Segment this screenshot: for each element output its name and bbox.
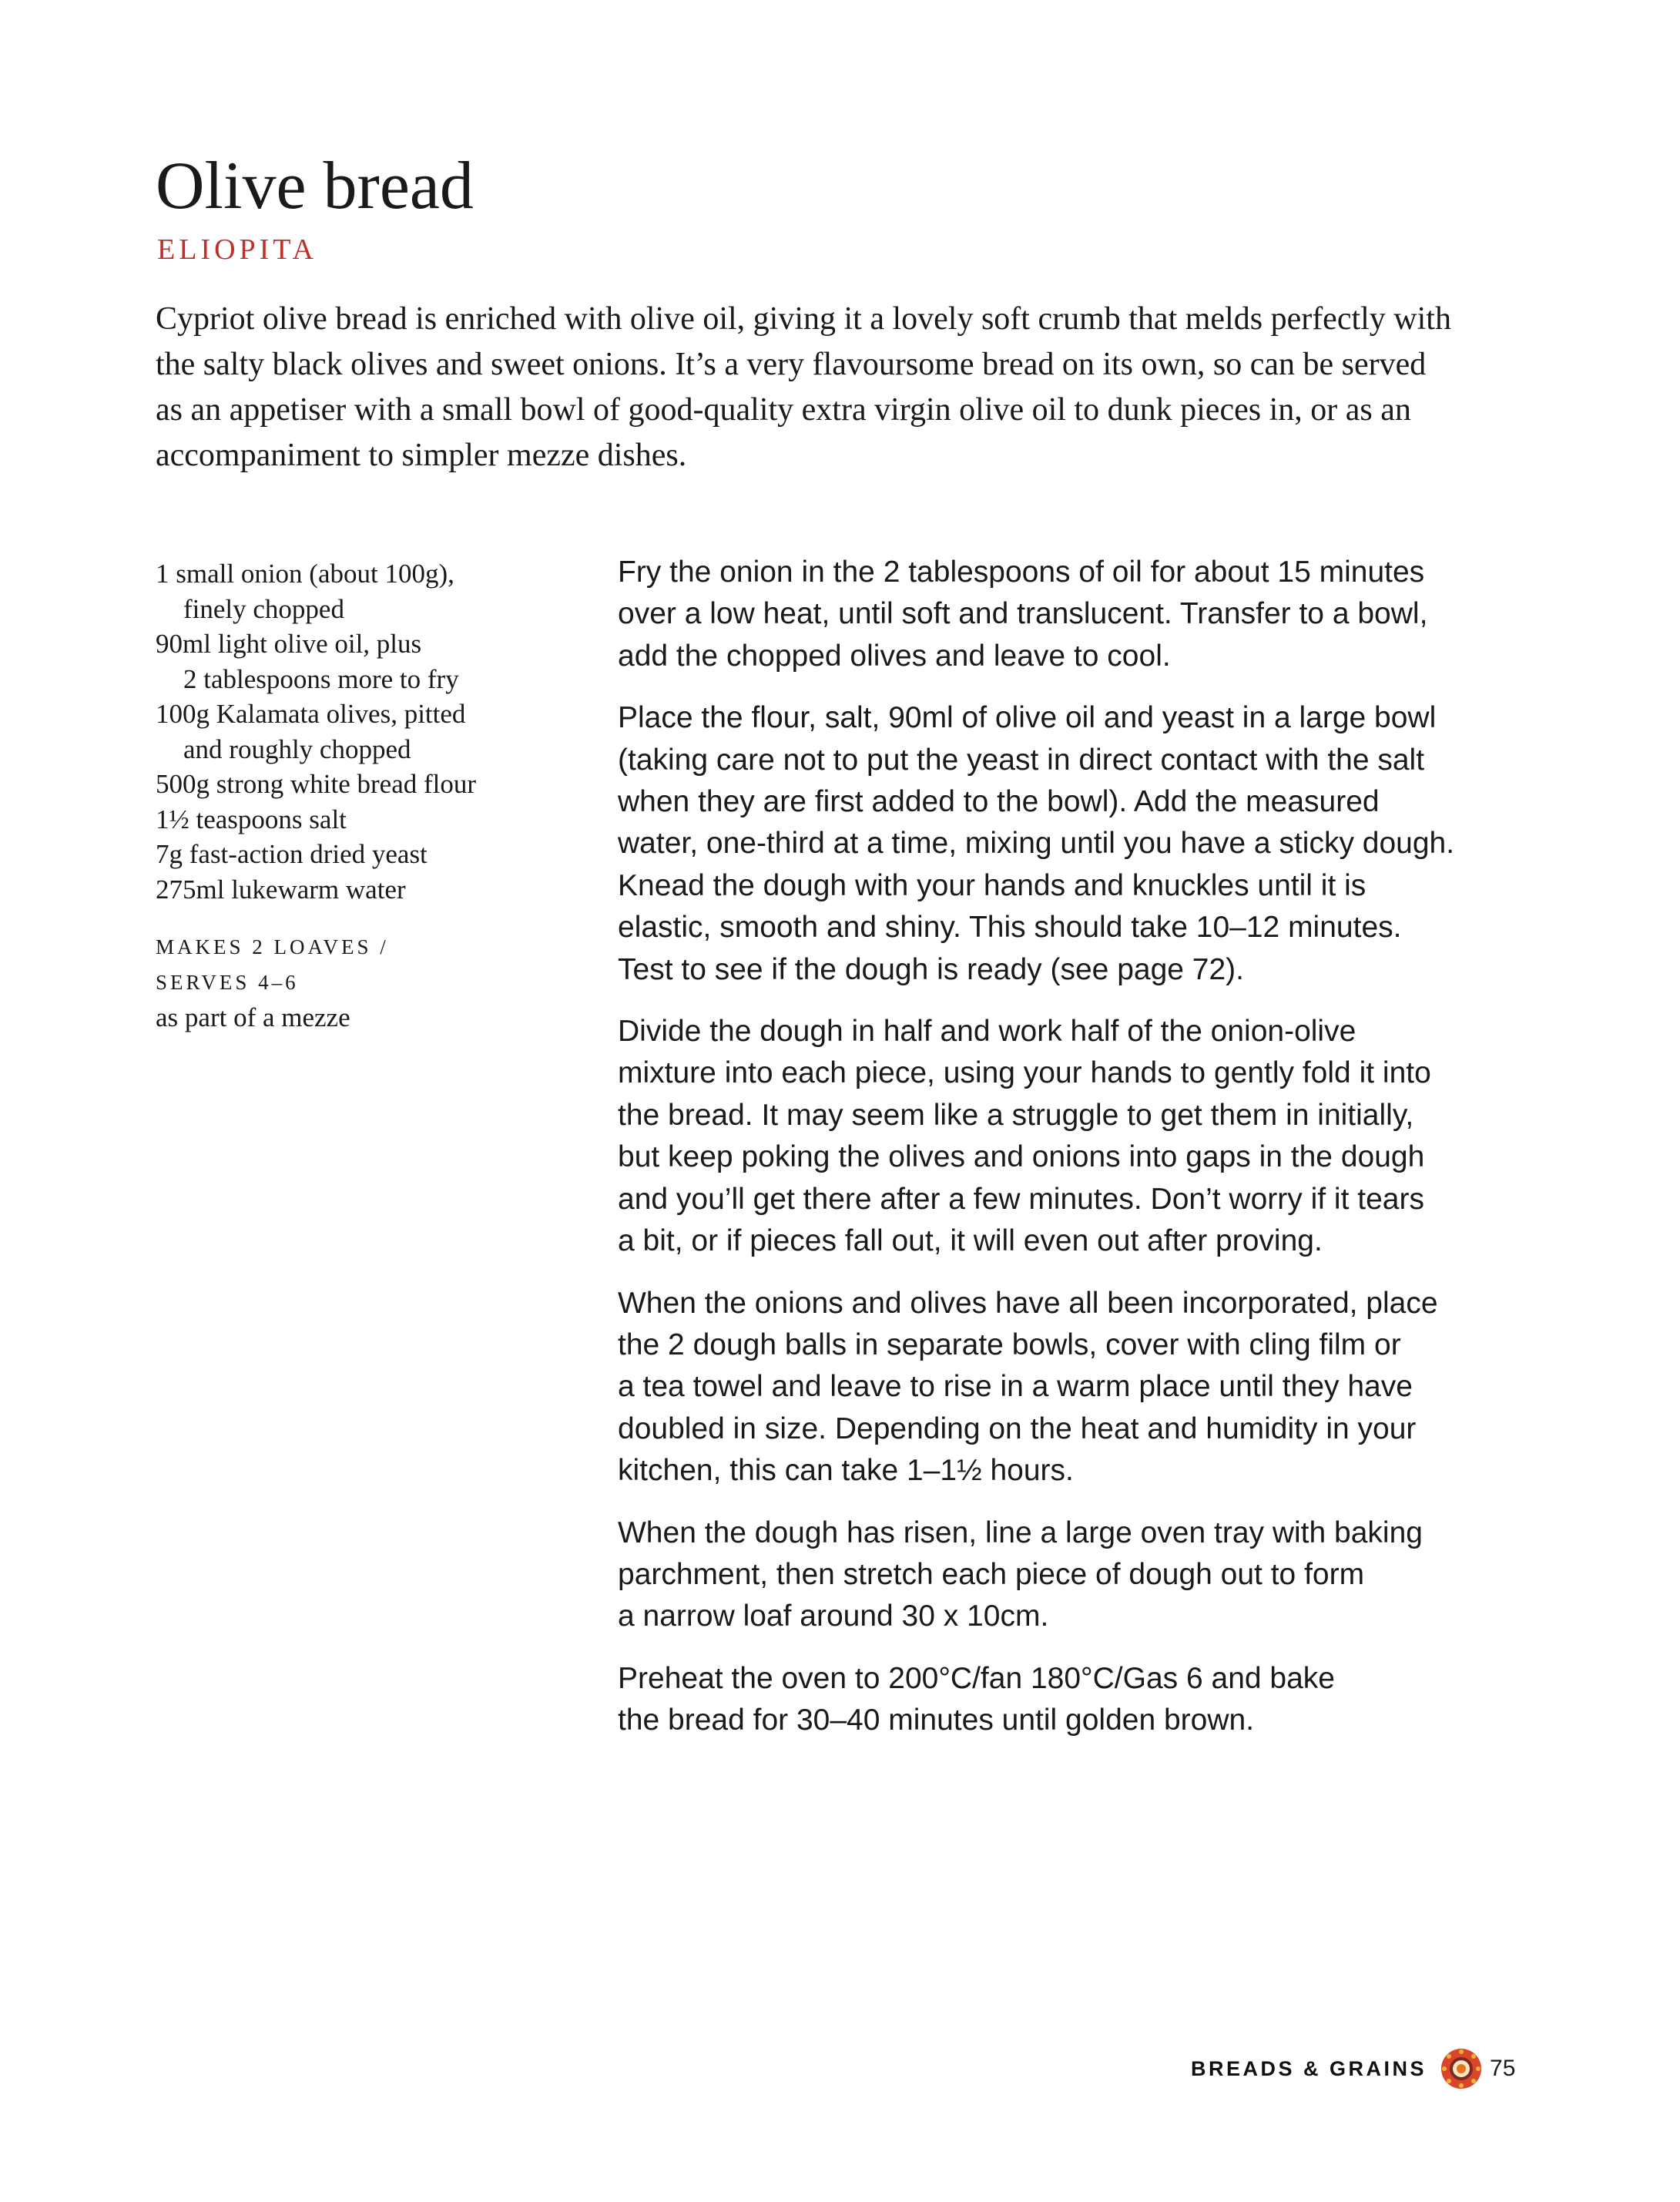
recipe-yield [156, 930, 389, 1036]
page-number: 75 [1490, 2056, 1516, 2081]
method-step [618, 697, 1454, 991]
ingredient-item [156, 872, 476, 908]
method-line: Knead the dough with your hands and knuckles until it is [618, 868, 1366, 902]
ingredient-item [156, 802, 476, 837]
ingredient-text-continued: and roughly chopped [183, 733, 411, 764]
method-line: kitchen, this can take 1–1½ hours. [618, 1454, 1074, 1488]
intro-line: the salty black olives and sweet onions. It’s a very flavoursome bread on its own, so can be served [156, 347, 1427, 382]
ornament-icon [1440, 2048, 1482, 2090]
ingredient-text: 1 small onion (about 100g), [156, 559, 454, 589]
ingredient-text: 1½ teaspoons salt [156, 804, 347, 834]
method-line: elastic, smooth and shiny. This should take 10–12 minutes. [618, 911, 1402, 945]
method-step [618, 1011, 1454, 1262]
method-line: Preheat the oven to 200°C/fan 180°C/Gas 6 and bake [618, 1661, 1335, 1695]
ingredient-text: 275ml lukewarm water [156, 874, 406, 905]
method-line: water, one-third at a time, mixing until you have a sticky dough. [618, 827, 1455, 861]
ingredient-item [156, 697, 476, 767]
ingredient-item [156, 837, 476, 872]
method-line: doubled in size. Depending on the heat and humidity in your [618, 1411, 1417, 1445]
method-line: the bread for 30–40 minutes until golden brown. [618, 1704, 1255, 1737]
recipe-subtitle: ELIOPITA [157, 233, 317, 266]
ingredient-item [156, 767, 476, 802]
intro-line: accompaniment to simpler mezze dishes. [156, 438, 687, 473]
recipe-intro [156, 297, 1511, 478]
intro-line: Cypriot olive bread is enriched with olive oil, giving it a lovely soft crumb that melds perfectly with [156, 301, 1451, 337]
ingredient-text-continued: 2 tablespoons more to fry [183, 663, 459, 694]
ingredient-text: 90ml light olive oil, plus [156, 629, 422, 659]
ingredient-item [156, 626, 476, 697]
method-line: mixture into each piece, using your hands to gently fold it into [618, 1056, 1431, 1090]
ingredient-text: 7g fast-action dried yeast [156, 839, 428, 869]
method-line: and you’ll get there after a few minutes. Don’t worry if it tears [618, 1182, 1424, 1216]
method-line: Divide the dough in half and work half of the onion-olive [618, 1015, 1356, 1049]
ingredient-text: 100g Kalamata olives, pitted [156, 699, 466, 729]
method-line: Test to see if the dough is ready (see page 72). [618, 952, 1245, 986]
method-line: the bread. It may seem like a struggle to get them in initially, [618, 1098, 1414, 1132]
recipe-title: Olive bread [156, 149, 474, 223]
serves-label: SERVES 4–6 [156, 970, 299, 994]
method-line: a narrow loaf around 30 x 10cm. [618, 1599, 1049, 1633]
method-line: parchment, then stretch each piece of dough out to form [618, 1557, 1365, 1591]
section-name: BREADS & GRAINS [1191, 2056, 1427, 2080]
method-line: a tea towel and leave to rise in a warm place until they have [618, 1370, 1413, 1404]
ingredient-item [156, 556, 476, 626]
method-line: add the chopped olives and leave to cool. [618, 639, 1171, 673]
ingredients-list [156, 556, 476, 907]
method-line: but keep poking the olives and onions into gaps in the dough [618, 1140, 1425, 1174]
intro-line: as an appetiser with a small bowl of good-quality extra virgin olive oil to dunk pieces in, or as an [156, 392, 1411, 428]
makes-label: MAKES 2 LOAVES / [156, 935, 389, 958]
ingredient-text: 500g strong white bread flour [156, 769, 477, 799]
method-line: When the onions and olives have all been incorporated, place [618, 1286, 1438, 1320]
method-step [618, 1512, 1454, 1638]
method-line: when they are first added to the bowl). Add the measured [618, 785, 1380, 819]
method-steps [618, 552, 1454, 1762]
method-step [618, 1283, 1454, 1492]
method-line: Place the flour, salt, 90ml of olive oil and yeast in a large bowl [618, 701, 1437, 735]
ingredient-text-continued: finely chopped [183, 593, 344, 624]
method-line: over a low heat, until soft and translucent. Transfer to a bowl, [618, 597, 1428, 631]
method-line: Fry the onion in the 2 tablespoons of oil for about 15 minutes [618, 556, 1425, 589]
method-line: When the dough has risen, line a large oven tray with baking [618, 1516, 1423, 1549]
method-line: the 2 dough balls in separate bowls, cover with cling film or [618, 1328, 1401, 1361]
method-line: (taking care not to put the yeast in direct contact with the salt [618, 743, 1425, 777]
method-step [618, 1658, 1454, 1742]
page-footer [1191, 2049, 1515, 2088]
method-step [618, 552, 1454, 677]
method-line: a bit, or if pieces fall out, it will even out after proving. [618, 1224, 1323, 1258]
serves-note: as part of a mezze [156, 1002, 350, 1032]
